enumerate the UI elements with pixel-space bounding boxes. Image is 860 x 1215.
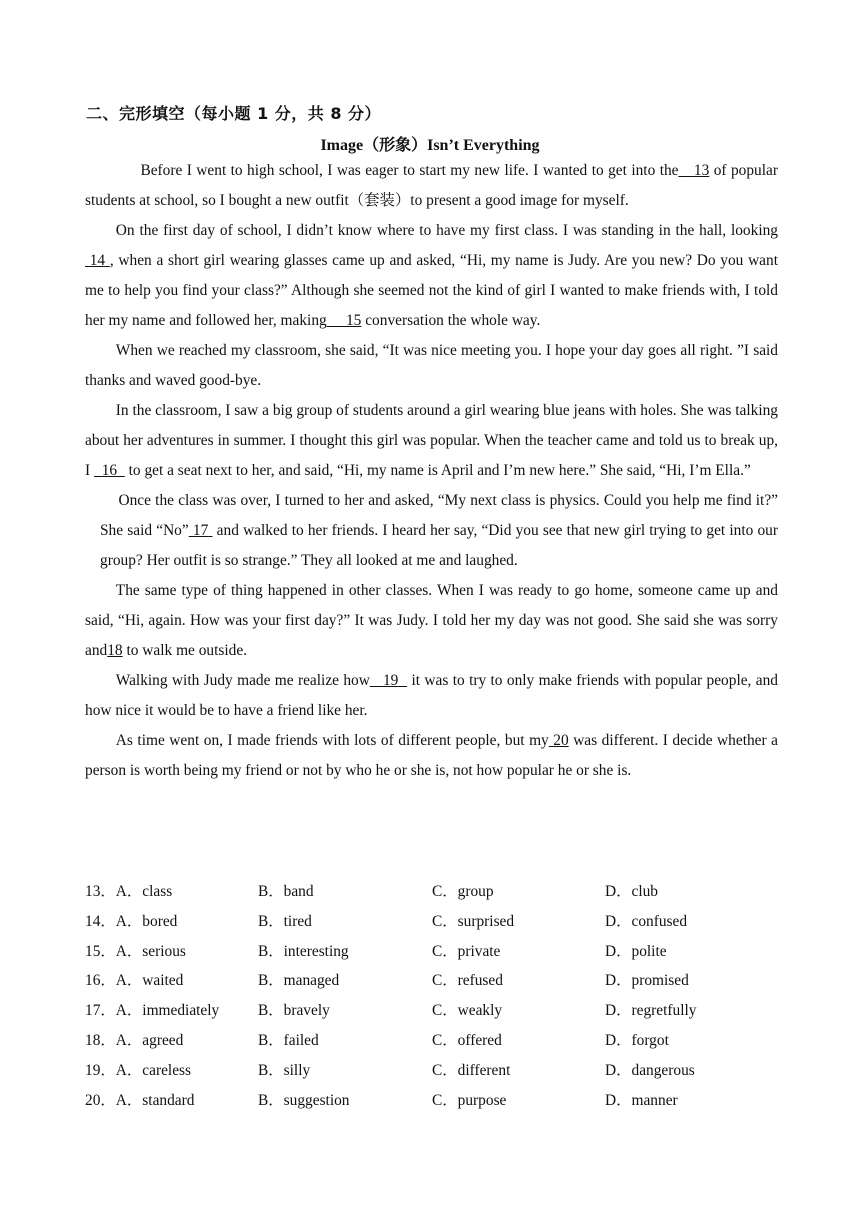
blank-19: 19 [382,672,399,689]
section-title: 二、完形填空（每小题 1 分，共 8 分） [86,104,382,123]
answer-options [85,875,785,1113]
option-a [85,909,177,931]
question-row [85,875,785,905]
question-row [85,1054,785,1084]
option-a [85,1058,191,1080]
paragraph-text: to walk me outside. [126,642,248,659]
paragraph-text: to get a seat next to her, and said, “Hi, my name is April and I’m new here.” She said, “Hi, I’m Ella.” [128,462,751,479]
blank-15: 15 [345,312,362,329]
paragraph-2 [85,216,778,336]
option-c: C．purpose [432,1091,507,1109]
option-b: B．managed [258,972,340,990]
question-row [85,905,785,935]
option-a [85,939,186,961]
option-d: D．forgot [605,1031,669,1049]
option-a-text: A．agreed [115,1031,184,1049]
blank-13: __13 [678,162,710,179]
option-a [85,968,183,990]
paragraph-text: As time went on, I made friends with lots of different people, but my [115,732,549,749]
paragraph-text: Once the class was over, I turned to her and asked, “My next class is physics. Could you help me find it?” She said “No” [100,492,778,539]
option-a-text: A．careless [115,1061,192,1079]
paragraph-text: Before I went to high school, I was eager to start my new life. I wanted to get into the [140,162,679,179]
question-row [85,964,785,994]
option-d: D．dangerous [605,1061,695,1079]
paragraph-text: On the first day of school, I didn’t know where to have my first class. I was standing in the hall, looking [115,222,778,239]
option-d: D．polite [605,942,667,960]
blank-20: 20 [553,732,569,749]
paragraph-text: Walking with Judy made me realize how [115,672,370,689]
paragraph-8 [85,726,778,786]
paragraph-4 [85,396,778,486]
paragraph-text: conversation the whole way. [365,312,541,329]
paragraph-text: of popular students at school, so I bought a new outfit（套装）to present a good image for myself. [85,162,778,209]
option-b: B．bravely [258,1002,330,1020]
question-number: 15． [85,942,116,960]
option-b: B．failed [258,1031,319,1049]
paragraph-text: In the classroom, I saw a big group of students around a girl wearing blue jeans with holes. She was talking about her adventures in summer. I thought this girl was popular. When the teacher came and told us to break up, I [85,402,778,479]
option-c: C．different [432,1061,511,1079]
question-row [85,994,785,1024]
option-b: B．tired [258,912,312,930]
blank-16: 16 [101,462,118,479]
paragraph-3 [85,336,778,396]
question-row [85,1084,785,1114]
option-b: B．band [258,883,314,900]
paragraph-text: , when a short girl wearing glasses came up and asked, “Hi, my name is Judy. Are you new? Do you want me to help you find your class?” Although she seemed not the kind of girl I wanted to make friends with, I told her my name and followed her, making [85,252,778,329]
option-a [85,879,172,901]
paragraph-text: was different. I decide whether a person is worth being my friend or not by who he or she is, not how popular he or she is. [85,732,778,779]
passage-title: Image（形象）Isn’t Everything [320,137,540,154]
option-b: B．suggestion [258,1091,350,1109]
option-c: C．group [432,883,494,900]
option-d: D．promised [605,972,689,990]
option-a-text: A．serious [115,942,186,960]
option-c: C．refused [432,972,503,990]
option-a-text: A．standard [115,1091,195,1109]
option-d: D．manner [605,1091,678,1109]
option-a [85,1088,194,1110]
option-a-text: A．immediately [115,1002,220,1020]
blank-14: 14 [89,252,106,269]
option-c: C．offered [432,1031,502,1049]
passage-body [85,156,778,786]
option-a-text: A．waited [115,972,184,990]
paragraph-text: The same type of thing happened in other classes. When I was ready to go home, someone came up and said, “Hi, again. How was your first day?” It was Judy. I told her my day was not good. She said she was sorry and [85,582,778,659]
option-d: D．regretfully [605,1002,697,1020]
option-a-text: A．bored [115,912,178,930]
option-a [85,1028,183,1050]
question-number: 19． [85,1061,116,1079]
question-row [85,935,785,965]
option-d: D．club [605,883,659,900]
question-row [85,1024,785,1054]
paragraph-text: it was to try to only make friends with popular people, and how nice it would be to have a friend like her. [85,672,778,719]
paragraph-5 [85,486,778,576]
option-c: C．weakly [432,1002,503,1020]
question-number: 17． [85,1002,116,1020]
blank-17: 17 [192,522,209,539]
option-c: C．surprised [432,912,515,930]
option-b: B．silly [258,1061,311,1079]
question-number: 13． [85,883,116,900]
question-number: 16． [85,972,116,990]
blank-18: 18 [107,642,123,659]
option-c: C．private [432,942,501,960]
option-b: B．interesting [258,942,349,960]
question-number: 20． [85,1091,116,1109]
paragraph-text: When we reached my classroom, she said, “It was nice meeting you. I hope your day goes all right. ”I said thanks and waved good-bye. [85,342,778,389]
question-number: 14． [85,912,116,930]
paragraph-1 [85,156,778,216]
option-d: D．confused [605,912,688,930]
paragraph-7 [85,666,778,726]
paragraph-text: and walked to her friends. I heard her say, “Did you see that new girl trying to get into our group? Her outfit is so strange.” They all looked at me and laughed. [100,522,778,569]
option-a [85,998,219,1020]
question-number: 18． [85,1031,116,1049]
option-a-text: A．class [115,883,173,900]
paragraph-6 [85,576,778,666]
